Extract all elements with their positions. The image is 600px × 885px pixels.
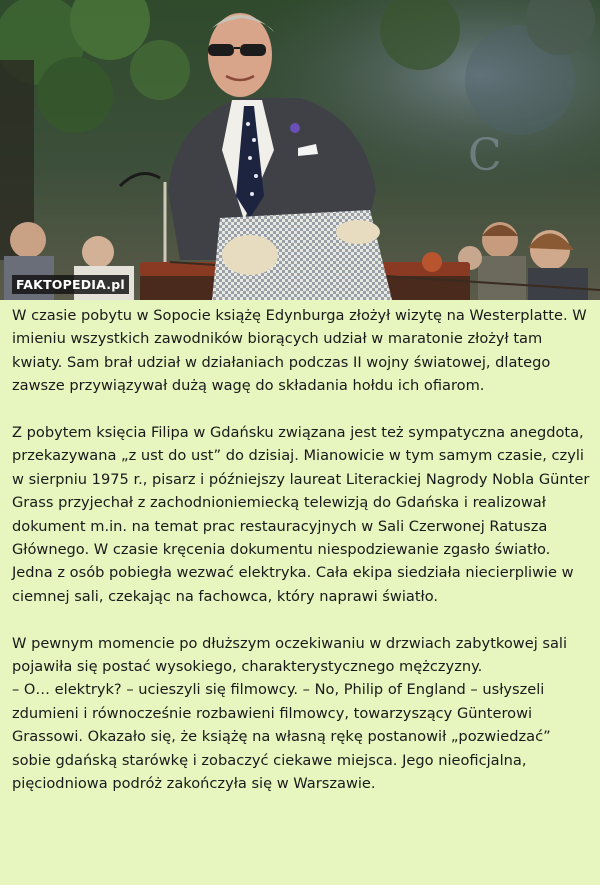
- paragraph-1: W czasie pobytu w Sopocie książę Edynburga złożył wizytę na Westerplatte. W imieniu wszystkich zawodników biorących udział w maratonie złożył tam kwiaty. Sam brał udział w działaniach podczas II wojny światowej, dlatego zawsze przywiązywał dużą wagę do składania hołdu ich ofiarom.: [12, 307, 587, 395]
- faktopedia-watermark: FAKTOPEDIA.pl: [12, 275, 129, 294]
- svg-text:C: C: [468, 130, 502, 181]
- article-text: [0, 300, 600, 796]
- paragraph-2: Z pobytem księcia Filipa w Gdańsku związana jest też sympatyczna anegdota, przekazywana „z ust do ust” do dzisiaj. Mianowicie w tym samym czasie, czyli w sierpniu 1975 r., pisarz i późniejszy laureat Literackiej Nagrody Nobla Günter Grass przyjechał z zachodnioniemiecką telewizją do Gdańska i realizował dokument m.in. na temat prac restauracyjnych w Sali Czerwonej Ratusza Głównego. W czasie kręcenia dokumentu niespodziewanie zgasło światło. Jedna z osób pobiegła wezwać elektryka. Cała ekipa siedziała niecierpliwie w ciemnej sali, czekając na fachowca, który naprawi światło.: [12, 424, 590, 605]
- article-photo: [0, 0, 600, 300]
- paragraph-3: W pewnym momencie po dłuższym oczekiwaniu w drzwiach zabytkowej sali pojawiła się postać wysokiego, charakterystycznego mężczyzny. – O… elektryk? – ucieszyli się filmowcy. – No, Philip of England – usłyszeli zdumieni i równocześnie rozbawieni filmowcy, towarzyszący Günterowi Grassowi. Okazało się, że książę na własną rękę postanowił „pozwiedzać” sobie gdańską starówkę i zobaczyć ciekawe miejsca. Jego nieoficjalna, pięciodniowa podróż zakończyła się w Warszawie.: [12, 634, 568, 793]
- photo-illustration: [0, 0, 600, 300]
